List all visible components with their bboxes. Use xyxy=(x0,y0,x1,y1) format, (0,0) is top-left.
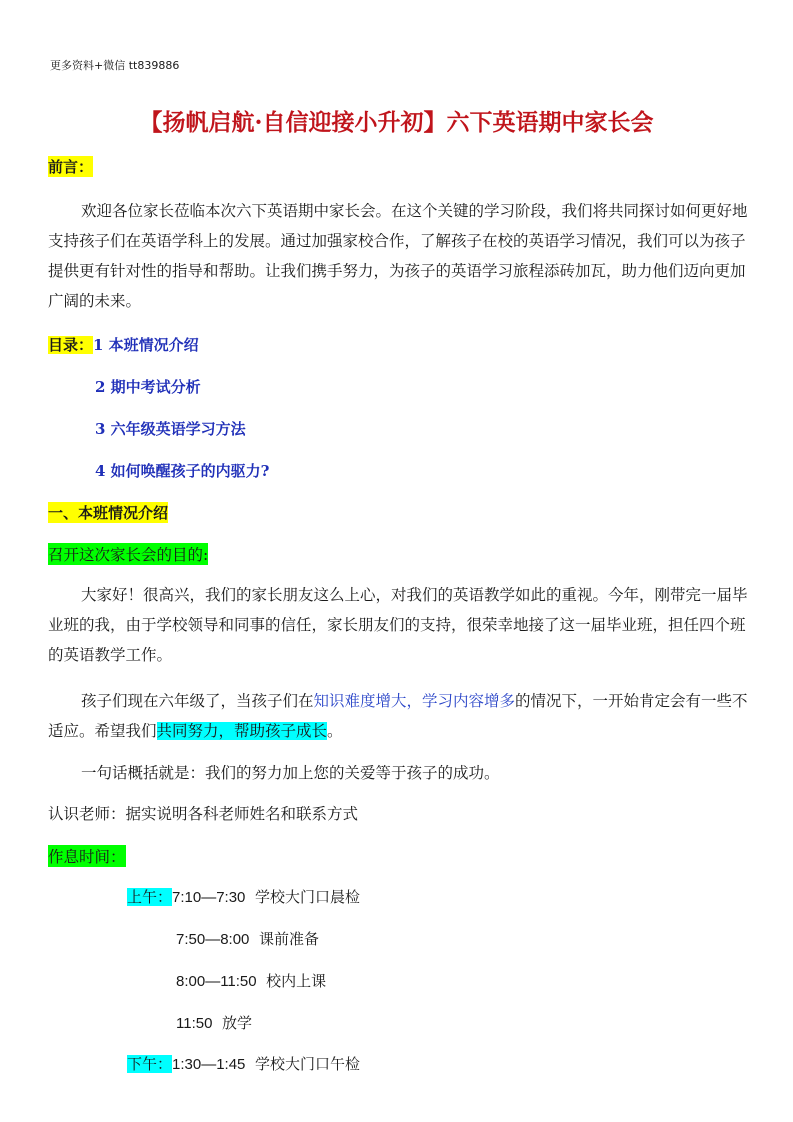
schedule-time: 1:30—1:45 xyxy=(172,1056,246,1073)
toc-item-3[interactable]: 3 六年级英语学习方法 xyxy=(95,420,246,438)
teacher-line: 认识老师：据实说明各科老师姓名和联系方式 xyxy=(48,805,359,823)
schedule-time: 7:50—8:00 xyxy=(176,931,250,948)
schedule-time: 8:00—11:50 xyxy=(176,973,257,990)
top-note: 更多资料+微信 tt839886 xyxy=(50,59,180,72)
section1-para1: 大家好！很高兴，我们的家长朋友这么上心，对我们的英语教学如此的重视。今年，刚带完一届毕业班的我，由于学校领导和同事的信任，家长朋友们的支持，很荣幸地接了这一届毕业班，担任四个班的英语教学工作。 xyxy=(48,586,748,664)
para2-highlight: 共同努力，帮助孩子成长 xyxy=(156,722,328,740)
toc-item-2[interactable]: 2 期中考试分析 xyxy=(95,378,201,396)
para2-part-a: 孩子们现在六年级了，当孩子们在 xyxy=(81,692,314,710)
schedule-activity: 校内上课 xyxy=(266,972,327,990)
toc-row-1 xyxy=(48,334,199,355)
page-title: 【扬帆启航·自信迎接小升初】六下英语期中家长会 xyxy=(139,109,654,136)
schedule-morning-row-2 xyxy=(176,928,319,949)
toc-item-1[interactable]: 1 本班情况介绍 xyxy=(93,336,199,354)
afternoon-label: 下午： xyxy=(127,1055,173,1073)
schedule-label: 作息时间： xyxy=(48,845,126,867)
schedule-activity: 课前准备 xyxy=(258,930,319,948)
schedule-morning-row-1 xyxy=(127,886,360,907)
preface-heading: 前言： xyxy=(48,158,94,176)
schedule-activity: 学校大门口午检 xyxy=(254,1055,360,1073)
schedule-time: 7:10—7:30 xyxy=(172,889,246,906)
schedule-afternoon-row-1 xyxy=(127,1053,360,1074)
morning-label: 上午： xyxy=(127,888,173,906)
schedule-morning-row-3 xyxy=(176,970,326,991)
schedule-activity: 学校大门口晨检 xyxy=(254,888,360,906)
purpose-label: 召开这次家长会的目的: xyxy=(48,543,208,565)
section1-heading: 一、本班情况介绍 xyxy=(48,504,169,522)
schedule-morning-row-4 xyxy=(176,1012,252,1033)
para2-part-c: 。 xyxy=(327,722,343,740)
para2-blue-text: 知识难度增大，学习内容增多 xyxy=(313,692,516,710)
para2-part-b: 的情况下，一开始肯定会有一些不适应。希望我们 xyxy=(48,692,748,740)
schedule-activity: 放学 xyxy=(221,1014,252,1032)
toc-item-4[interactable]: 4 如何唤醒孩子的内驱力? xyxy=(95,462,270,480)
schedule-time: 11:50 xyxy=(176,1015,213,1032)
toc-label: 目录： xyxy=(48,336,94,354)
section1-para3: 一句话概括就是：我们的努力加上您的关爱等于孩子的成功。 xyxy=(81,764,500,782)
section1-para2 xyxy=(48,686,748,746)
preface-body: 欢迎各位家长莅临本次六下英语期中家长会。在这个关键的学习阶段，我们将共同探讨如何更好地支持孩子们在英语学科上的发展。通过加强家校合作，了解孩子在校的英语学习情况，我们可以为孩子提供更有针对性的指导和帮助。让我们携手努力，为孩子的英语学习旅程添砖加瓦，助力他们迈向更加广阔的未来。 xyxy=(48,202,748,310)
